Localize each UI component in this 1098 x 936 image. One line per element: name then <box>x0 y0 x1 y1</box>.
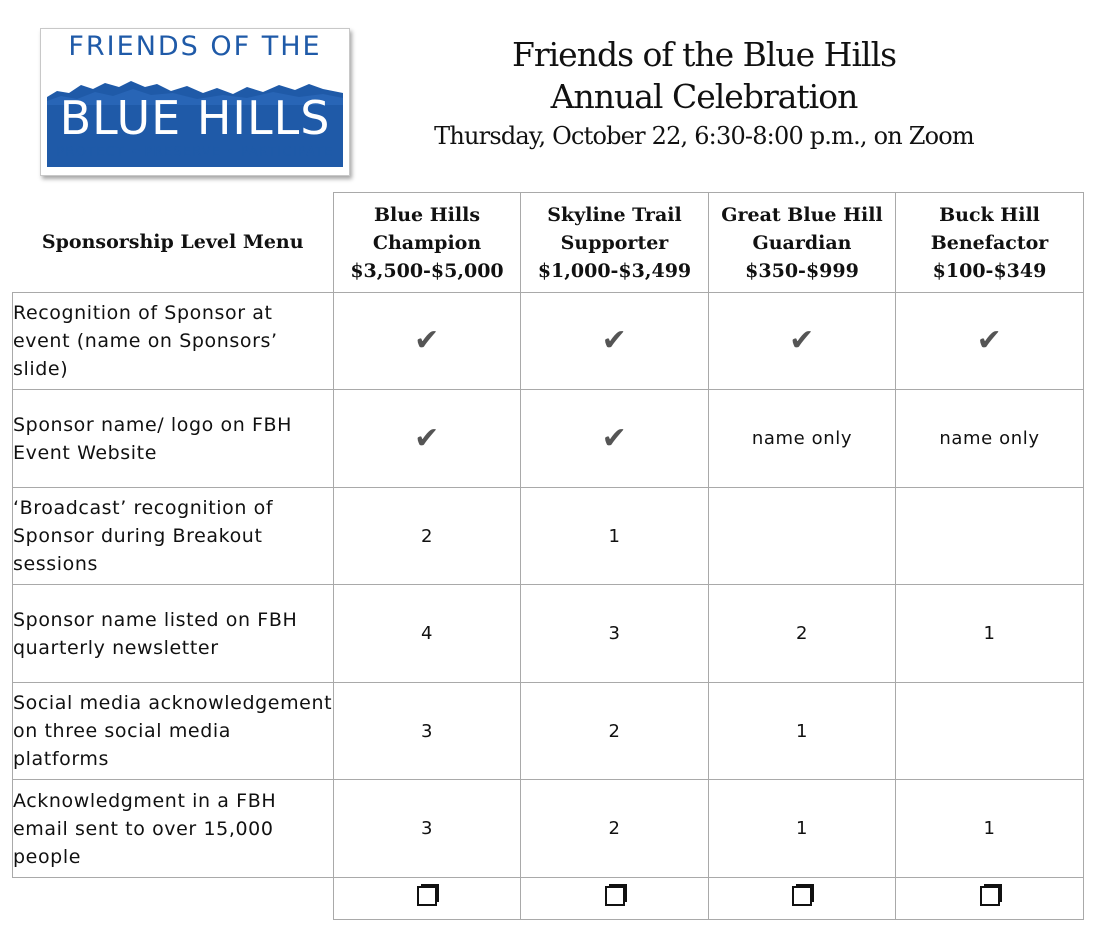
benefit-value: 1 <box>896 585 1084 683</box>
logo-top-text: FRIENDS OF THE <box>68 31 322 62</box>
check-icon: ✔ <box>521 293 709 390</box>
level-name-line1: Blue Hills <box>373 203 481 226</box>
table-row <box>13 585 1084 683</box>
benefit-label: Recognition of Sponsor at event (name on Sponsors’ slide) <box>13 293 334 390</box>
level-name-line2: Guardian <box>752 231 852 254</box>
benefit-label: Acknowledgment in a FBH email sent to over 15,000 people <box>13 780 334 878</box>
table-row <box>13 488 1084 585</box>
select-checkbox-supporter[interactable] <box>521 878 709 920</box>
selection-row <box>13 878 1084 920</box>
level-name-line1: Great Blue Hill <box>721 203 883 226</box>
check-icon: ✔ <box>334 390 521 488</box>
benefit-value: 4 <box>334 585 521 683</box>
check-icon: ✔ <box>709 293 896 390</box>
level-name-line2: Champion <box>372 231 482 254</box>
sponsorship-menu-label: Sponsorship Level Menu <box>41 231 304 254</box>
table-row <box>13 293 1084 390</box>
checkbox-icon[interactable] <box>417 886 437 906</box>
level-header-row <box>13 193 1084 293</box>
level-price: $100-$349 <box>932 259 1047 282</box>
select-checkbox-benefactor[interactable] <box>896 878 1084 920</box>
benefit-value <box>896 683 1084 780</box>
select-checkbox-guardian[interactable] <box>709 878 896 920</box>
logo-main-text: BLUE HILLS <box>59 91 331 145</box>
checkbox-icon[interactable] <box>605 886 625 906</box>
level-great-blue-hill-guardian <box>709 193 896 293</box>
benefit-label: Sponsor name/ logo on FBH Event Website <box>13 390 334 488</box>
check-icon: ✔ <box>521 390 709 488</box>
level-blue-hills-champion <box>334 193 521 293</box>
level-price: $1,000-$3,499 <box>537 259 692 282</box>
benefit-value: name only <box>896 390 1084 488</box>
checkbox-icon[interactable] <box>792 886 812 906</box>
check-icon: ✔ <box>334 293 521 390</box>
sponsorship-table <box>12 192 1084 920</box>
benefit-value: 2 <box>521 780 709 878</box>
benefit-value: 2 <box>709 585 896 683</box>
level-name-line1: Buck Hill <box>939 203 1040 226</box>
event-header <box>400 34 1008 154</box>
level-name-line1: Skyline Trail <box>547 203 682 226</box>
benefit-value: 2 <box>521 683 709 780</box>
level-price: $350-$999 <box>745 259 859 282</box>
table-row <box>13 780 1084 878</box>
benefit-value: 3 <box>521 585 709 683</box>
benefit-value: 3 <box>334 683 521 780</box>
benefit-label: Sponsor name listed on FBH quarterly newsletter <box>13 585 334 683</box>
benefit-value: 1 <box>709 780 896 878</box>
event-title-line1: Friends of the Blue Hills <box>511 35 897 74</box>
benefit-value: 3 <box>334 780 521 878</box>
table-row <box>13 390 1084 488</box>
level-price: $3,500-$5,000 <box>350 259 504 282</box>
level-skyline-trail-supporter <box>521 193 709 293</box>
check-icon: ✔ <box>896 293 1084 390</box>
benefit-value: 1 <box>896 780 1084 878</box>
benefit-value: 1 <box>709 683 896 780</box>
checkbox-icon[interactable] <box>980 886 1000 906</box>
event-date-line: Thursday, October 22, 6:30-8:00 p.m., on Zoom <box>434 122 974 150</box>
level-name-line2: Supporter <box>560 231 669 254</box>
benefit-value <box>896 488 1084 585</box>
level-buck-hill-benefactor <box>896 193 1084 293</box>
event-title-line2: Annual Celebration <box>550 77 858 116</box>
fbh-logo <box>40 28 350 176</box>
level-name-line2: Benefactor <box>930 231 1049 254</box>
benefit-value: 1 <box>521 488 709 585</box>
benefit-label: Social media acknowledgement on three social media platforms <box>13 683 334 780</box>
benefit-label: ‘Broadcast’ recognition of Sponsor during Breakout sessions <box>13 488 334 585</box>
empty-cell <box>13 878 334 920</box>
benefit-value <box>709 488 896 585</box>
select-checkbox-champion[interactable] <box>334 878 521 920</box>
logo-tagline: PROTECT • PRESERVE • PARTICIPATE <box>56 145 334 160</box>
table-row <box>13 683 1084 780</box>
benefit-value: name only <box>709 390 896 488</box>
benefit-value: 2 <box>334 488 521 585</box>
